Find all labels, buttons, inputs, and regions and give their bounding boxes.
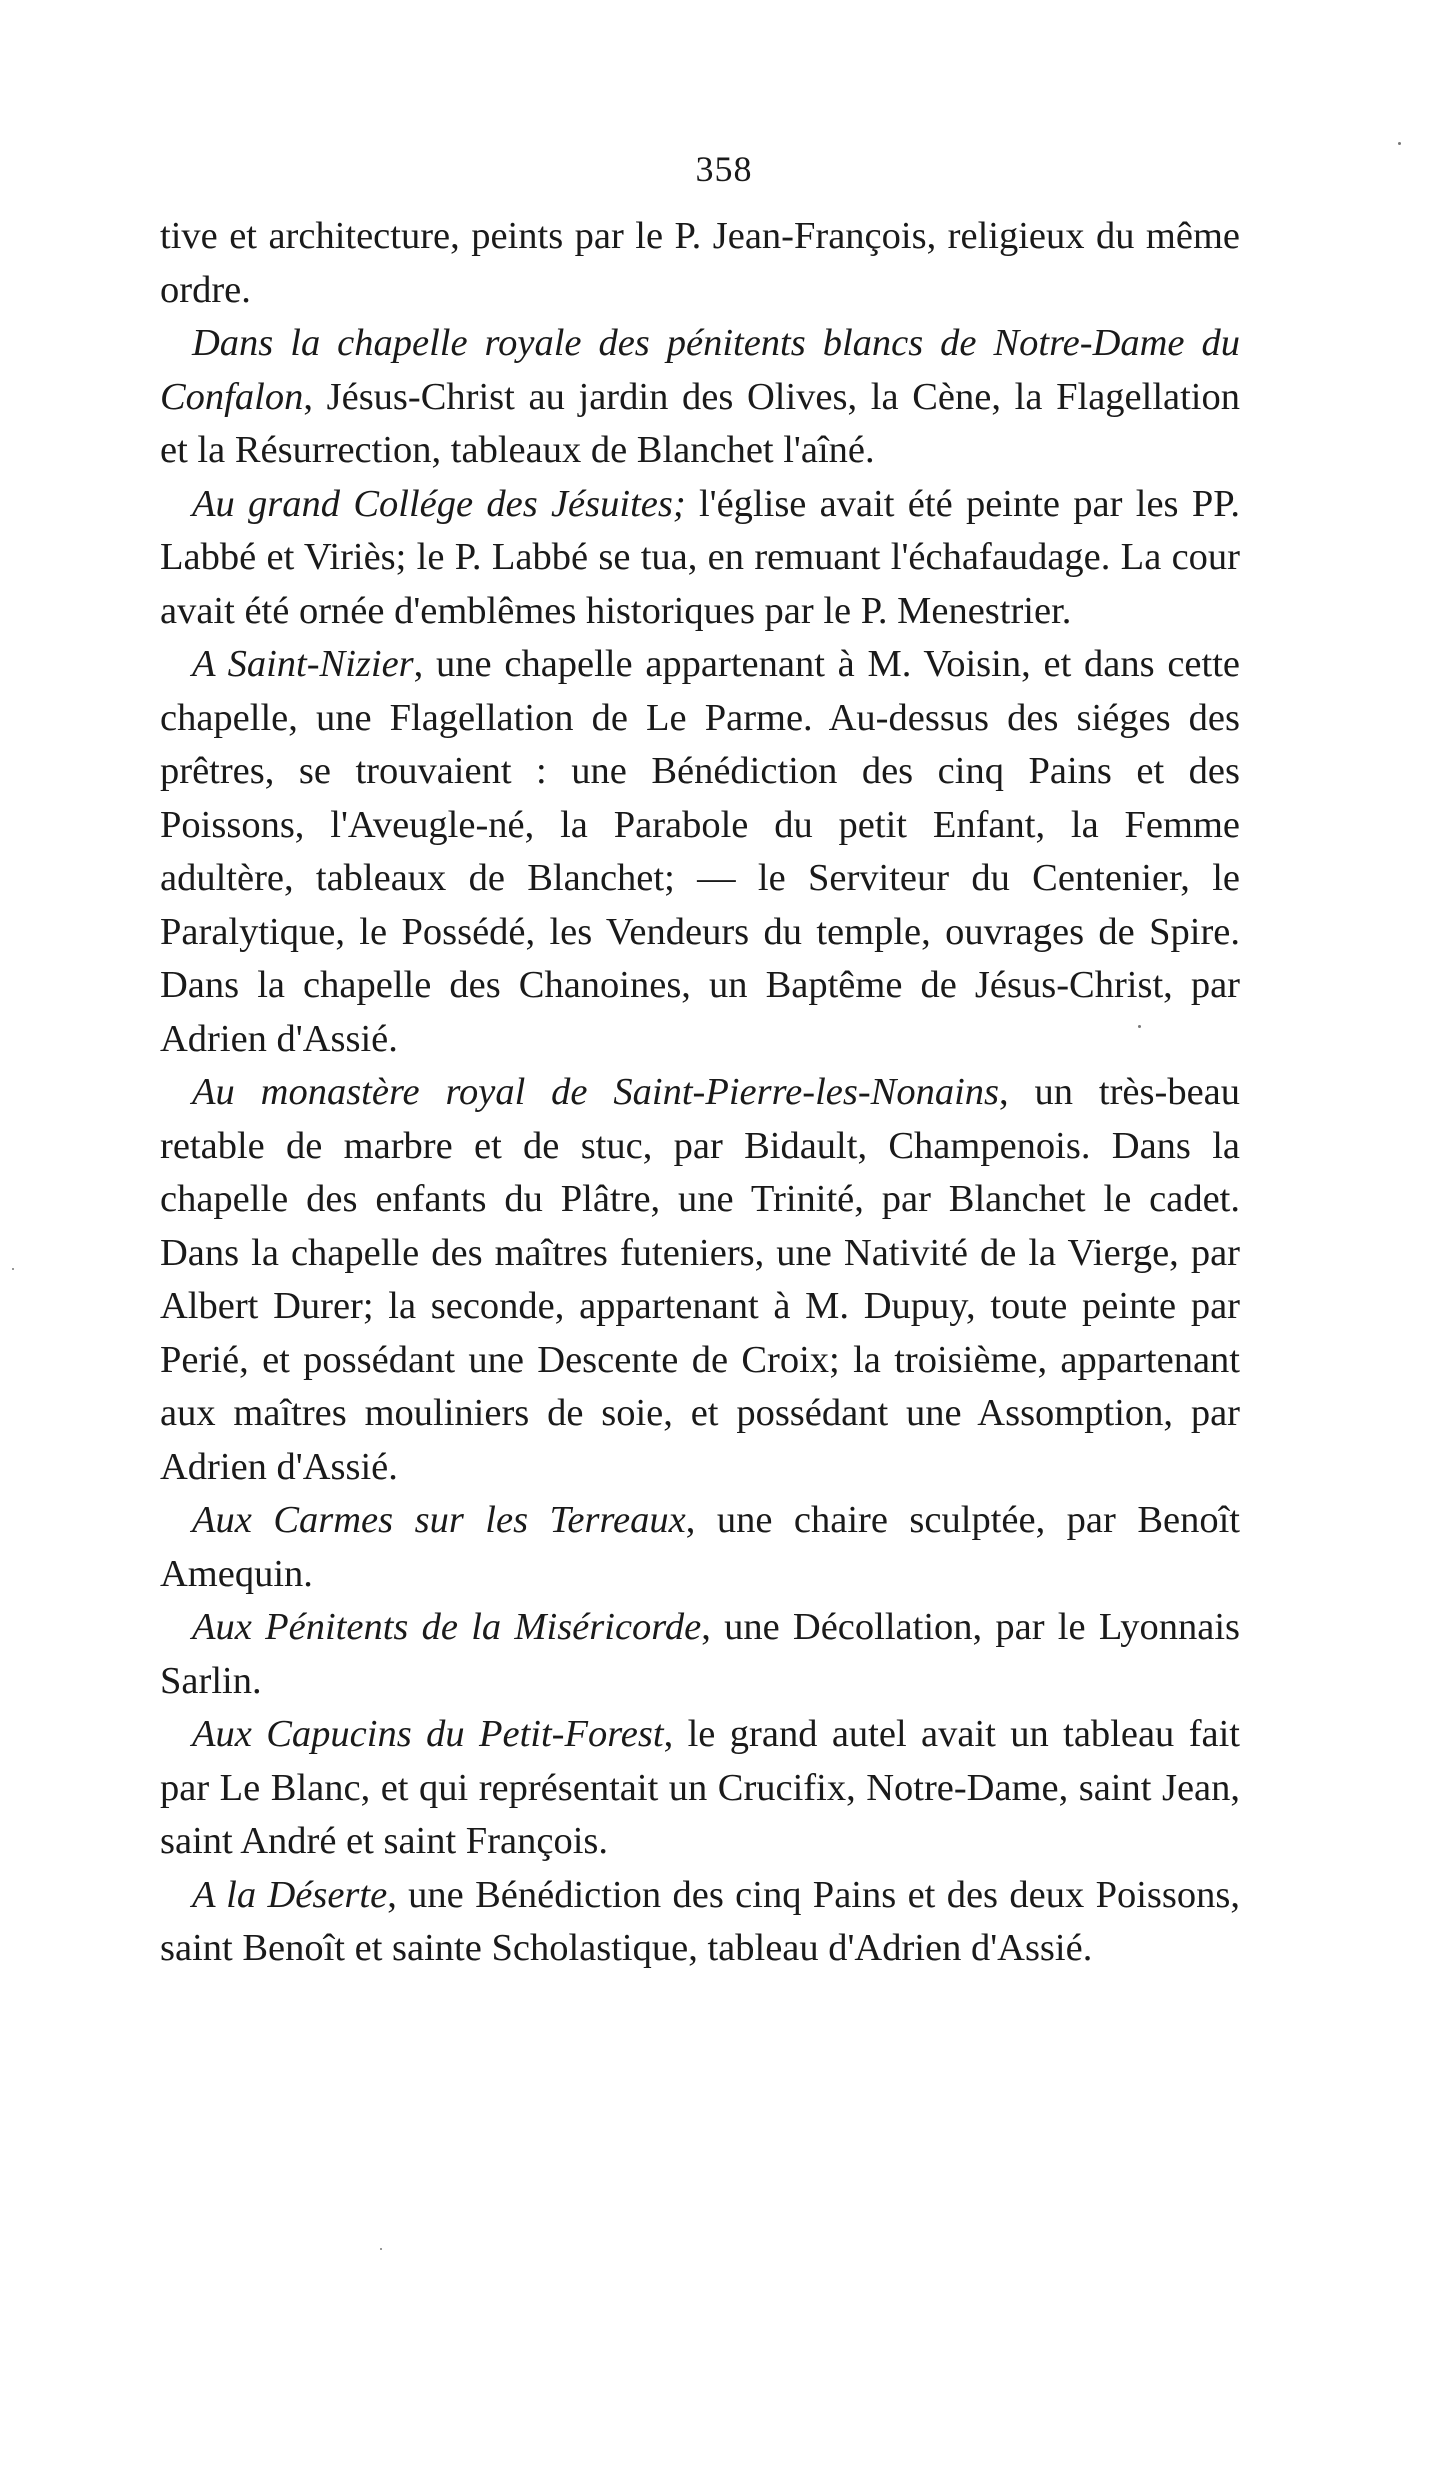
- place-name: Aux Capucins du Petit-Forest: [192, 1713, 664, 1755]
- print-speck: [1138, 1025, 1141, 1028]
- paragraph-text: tive et architecture, peints par le P. Jean-François, religieux du même ordre.: [160, 215, 1240, 311]
- page-body-text: [160, 210, 1240, 1976]
- place-name: A Saint-Nizier: [192, 643, 414, 685]
- paragraph-3: [160, 478, 1240, 639]
- paragraph-5: [160, 1066, 1240, 1494]
- paragraph-6: [160, 1494, 1240, 1601]
- paragraph-text: , Jésus-Christ au jardin des Olives, la Cène, la Flagellation et la Résurrection, tableaux de Blanchet l'aîné.: [160, 375, 1240, 471]
- paragraph-8: [160, 1708, 1240, 1869]
- paragraph-2: [160, 317, 1240, 478]
- paragraph-text: , une chaire sculptée, par Benoît Amequin.: [160, 1499, 1240, 1595]
- paragraph-text: , un très-beau retable de marbre et de stuc, par Bidault, Champenois. Dans la chapelle des enfants du Plâtre, une Trinité, par Blanchet le cadet. Dans la chapelle des maîtres futeniers, une Nativité de la Vierge, par Albert Durer; la seconde, appartenant à M. Dupuy, toute peinte par Perié, et possédant une Descente de Croix; la troisième, appartenant aux maîtres mouliniers de soie, et possédant une Assomption, par Adrien d'Assié.: [160, 1071, 1240, 1488]
- paragraph-4: [160, 638, 1240, 1066]
- paragraph-9: [160, 1869, 1240, 1976]
- paragraph-text: , une Décollation, par le Lyonnais Sarlin.: [160, 1606, 1241, 1702]
- print-speck: [380, 2248, 382, 2250]
- place-name: Dans la chapelle royale des pénitents blancs de Notre-Dame du Confalon: [160, 322, 1240, 418]
- paragraph-7: [160, 1601, 1240, 1708]
- print-speck: [1398, 142, 1401, 145]
- place-name: Au grand Collége des Jésuites;: [192, 482, 686, 525]
- place-name: Aux Pénitents de la Miséricorde: [192, 1606, 702, 1648]
- paragraph-text: , le grand autel avait un tableau fait par Le Blanc, et qui représentait un Crucifix, Notre-Dame, saint Jean, saint André et saint François.: [160, 1713, 1240, 1862]
- place-name: Au monastère royal de Saint-Pierre-les-Nonains: [192, 1071, 1000, 1113]
- paragraph-1: [160, 210, 1240, 317]
- paragraph-text: l'église avait été peinte par les PP. Labbé et Viriès; le P. Labbé se tua, en remuant l'échafaudage. La cour avait été ornée d'emblêmes historiques par le P. Menestrier.: [160, 482, 1240, 632]
- paragraph-text: , une Bénédiction des cinq Pains et des deux Poissons, saint Benoît et sainte Scholastique, tableau d'Adrien d'Assié.: [160, 1873, 1241, 1969]
- place-name: A la Déserte: [192, 1873, 388, 1916]
- place-name: Aux Carmes sur les Terreaux: [192, 1499, 686, 1541]
- print-speck: [12, 1268, 14, 1270]
- page-number: 358: [695, 149, 753, 189]
- paragraph-text: , une chapelle appartenant à M. Voisin, et dans cette chapelle, une Flagellation de Le Parme. Au-dessus des siéges des prêtres, se trouvaient : une Bénédiction des cinq Pains et des Poissons, l'Aveugle-né, la Parabole du petit Enfant, la Femme adultère, tableaux de Blanchet; — le Serviteur du Centenier, le Paralytique, le Possédé, les Vendeurs du temple, ouvrages de Spire. Dans la chapelle des Chanoines, un Baptême de Jésus-Christ, par Adrien d'Assié.: [160, 643, 1240, 1060]
